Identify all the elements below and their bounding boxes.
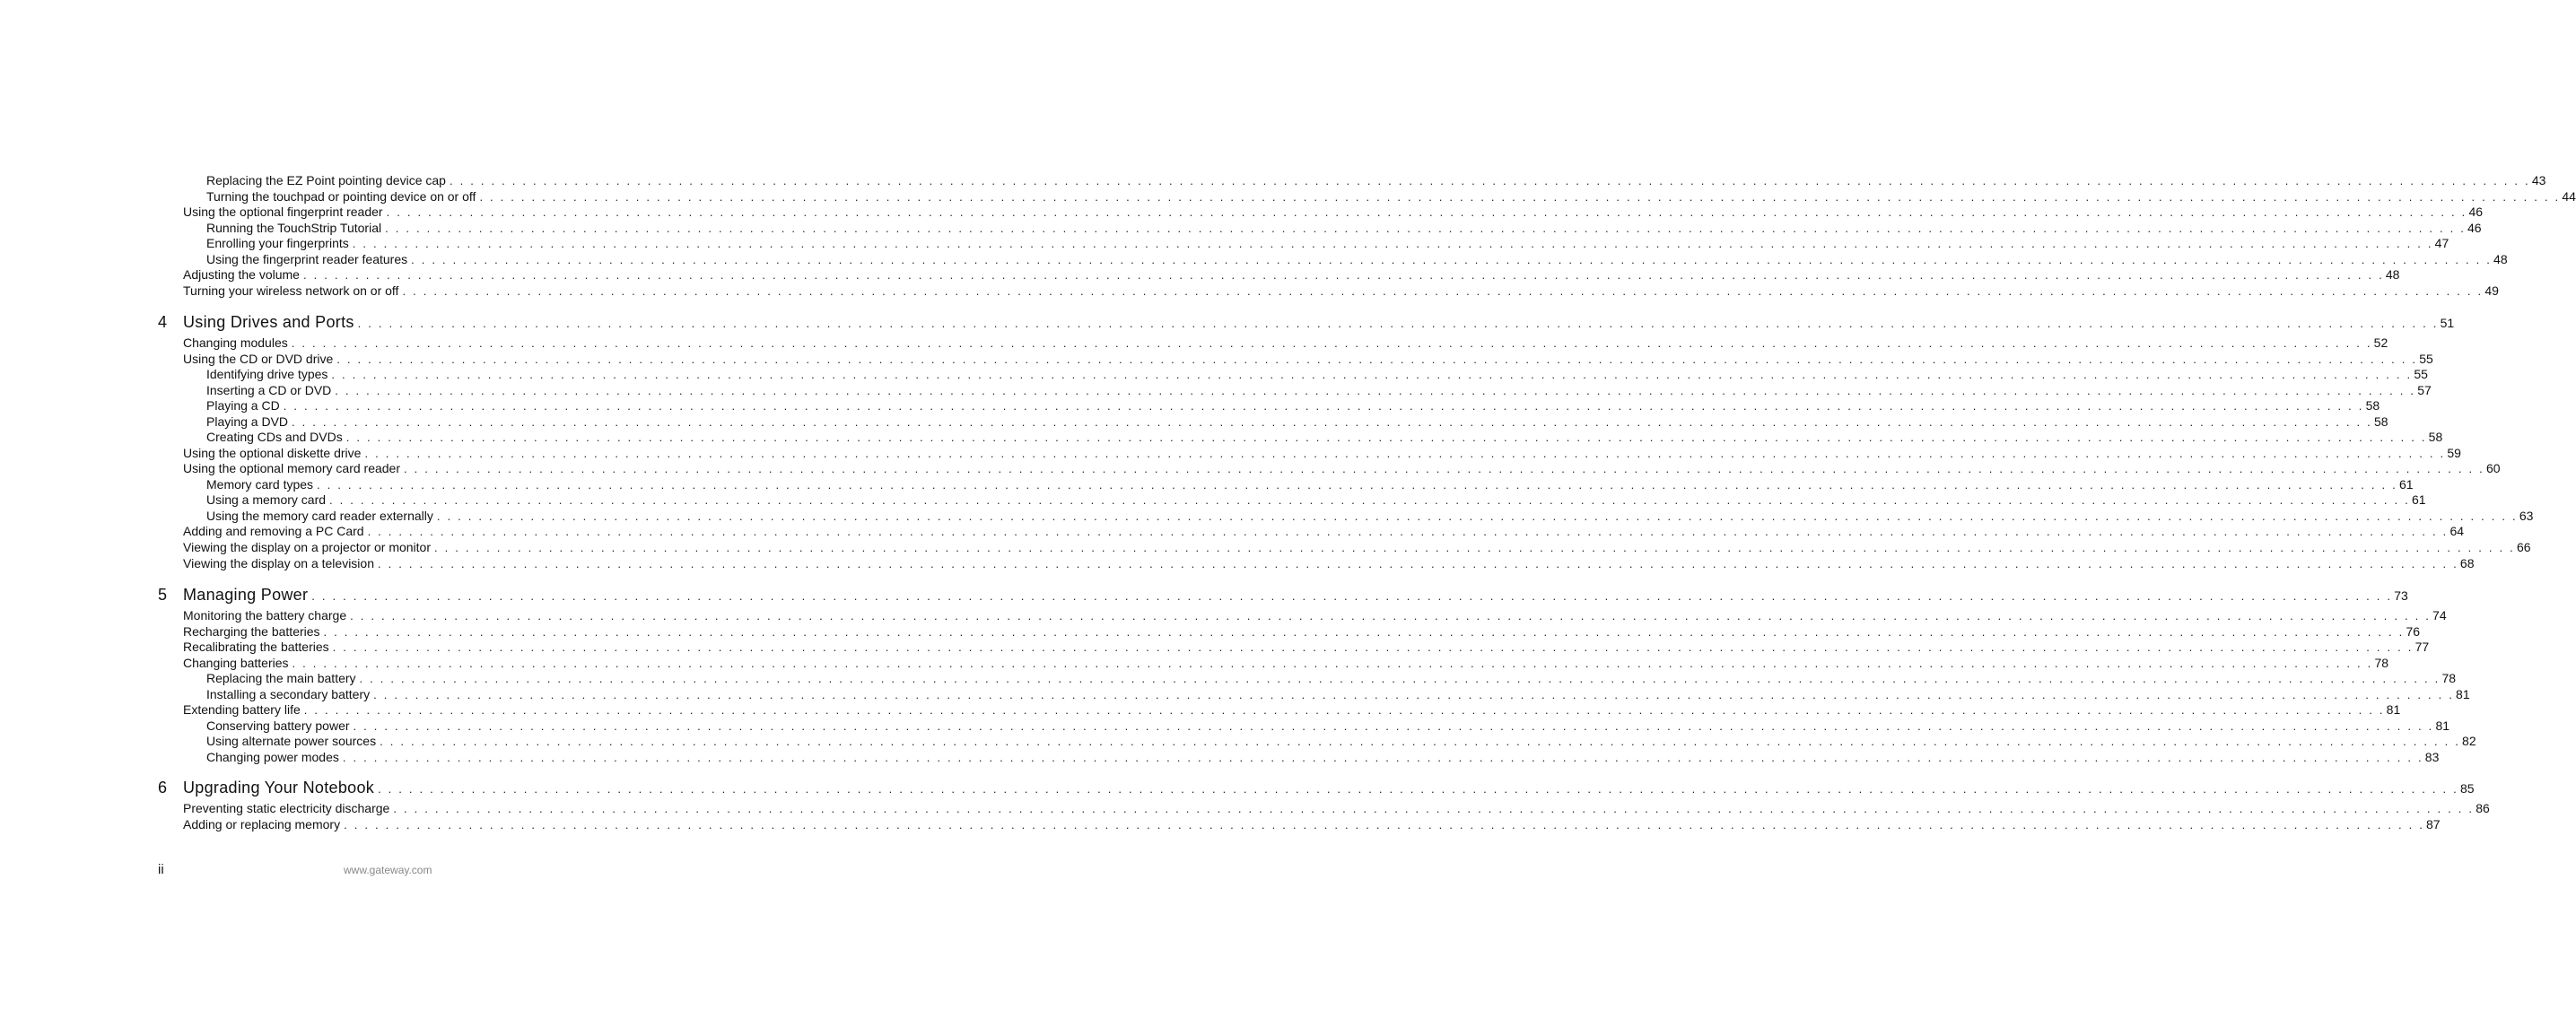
chapter-number: 6	[158, 779, 168, 797]
dot-leader: . . . . . . . . . . . . . . . . . . . . . . . . . . . . . . . . . . . . . . . . . . . . . . . . . . . . . . . . . . . . . . . . . . . . . . . . . . . . . . . . . . . . . . . . . . . . . . . . . . . . . . . . . . . . . . . . . . . . . . . . . . . . . . . . . . . . . . . . . . . . . . . . . . . . . . . . . . . . . . . . . . . . . . . . . . . . . . . . . . . . . . . . . . . . . . . . . . . . . . . .	[342, 751, 2423, 764]
entry-title: Changing modules	[183, 335, 288, 350]
page-reference: 61	[2398, 477, 2414, 492]
entry-title: Enrolling your fingerprints	[206, 236, 349, 250]
toc-entry[interactable]	[183, 445, 2461, 461]
page-reference: 43	[2531, 173, 2546, 187]
page-reference: 58	[2373, 414, 2388, 429]
entry-title: Using the optional memory card reader	[183, 461, 401, 475]
chapter-number: 5	[158, 586, 168, 604]
entry-title: Running the TouchStrip Tutorial	[206, 221, 382, 235]
page-reference: 58	[2428, 430, 2443, 444]
toc-entry[interactable]	[183, 701, 2401, 718]
dot-leader: . . . . . . . . . . . . . . . . . . . . . . . . . . . . . . . . . . . . . . . . . . . . . . . . . . . . . . . . . . . . . . . . . . . . . . . . . . . . . . . . . . . . . . . . . . . . . . . . . . . . . . . . . . . . . . . . . . . . . . . . . . . . . . . . . . . . . . . . . . . . . . . . . . . . . . . . . . . . . . . . . . . . . . . . . . . . . . . . . . . . . . . . . . . . . . . . . . . . . . . .	[329, 493, 2410, 507]
toc-entry[interactable]	[183, 655, 2389, 671]
dot-leader: . . . . . . . . . . . . . . . . . . . . . . . . . . . . . . . . . . . . . . . . . . . . . . . . . . . . . . . . . . . . . . . . . . . . . . . . . . . . . . . . . . . . . . . . . . . . . . . . . . . . . . . . . . . . . . . . . . . . . . . . . . . . . . . . . . . . . . . . . . . . . . . . . . . . . . . . . . . . . . . . . . . . . . . . . . . . . . . . . . . . . . . . . . . . . . . . . . . . . . . .	[350, 609, 2432, 622]
page-reference: 59	[2447, 446, 2461, 460]
dot-leader: . . . . . . . . . . . . . . . . . . . . . . . . . . . . . . . . . . . . . . . . . . . . . . . . . . . . . . . . . . . . . . . . . . . . . . . . . . . . . . . . . . . . . . . . . . . . . . . . . . . . . . . . . . . . . . . . . . . . . . . . . . . . . . . . . . . . . . . . . . . . . . . . . . . . . . . . . . . . . . . . . . . . . . . . . . . . . . . . . . . . . . . . . . . . . . . . . . . . . . . .	[352, 237, 2433, 250]
entry-title: Using the CD or DVD drive	[183, 352, 334, 366]
toc-entry[interactable]	[206, 670, 2457, 686]
page-reference: 77	[2414, 640, 2430, 654]
page-reference: 64	[2449, 524, 2465, 538]
entry-title: Using a memory card	[206, 492, 327, 507]
toc-entry[interactable]	[183, 266, 2400, 283]
toc-entry[interactable]	[206, 414, 2388, 430]
entry-title: Replacing the main battery	[206, 671, 356, 685]
toc-entry[interactable]	[183, 335, 2388, 351]
entry-title: Extending battery life	[183, 702, 301, 717]
toc-entry[interactable]	[183, 623, 2421, 640]
entry-title: Playing a CD	[206, 398, 280, 413]
toc-chapter[interactable]	[158, 583, 2408, 606]
dot-leader: . . . . . . . . . . . . . . . . . . . . . . . . . . . . . . . . . . . . . . . . . . . . . . . . . . . . . . . . . . . . . . . . . . . . . . . . . . . . . . . . . . . . . . . . . . . . . . . . . . . . . . . . . . . . . . . . . . . . . . . . . . . . . . . . . . . . . . . . . . . . . . . . . . . . . . . . . . . . . . . . . . . . . . . . . . . . . . . . . . . . . . . . . . . . . . . . . . . . . . . .	[434, 541, 2515, 554]
toc-entry[interactable]	[183, 555, 2475, 571]
toc-entry[interactable]	[206, 366, 2428, 382]
page-reference: 82	[2462, 734, 2476, 748]
toc-entry[interactable]	[206, 718, 2450, 734]
page-reference: 78	[2441, 671, 2457, 685]
dot-leader: . . . . . . . . . . . . . . . . . . . . . . . . . . . . . . . . . . . . . . . . . . . . . . . . . . . . . . . . . . . . . . . . . . . . . . . . . . . . . . . . . . . . . . . . . . . . . . . . . . . . . . . . . . . . . . . . . . . . . . . . . . . . . . . . . . . . . . . . . . . . . . . . . . . . . . . . . . . . . . . . . . . . . . . . . . . . . . . . . . . . . . . . . . . . . . . . . . . . . . . .	[292, 657, 2373, 670]
dot-leader: . . . . . . . . . . . . . . . . . . . . . . . . . . . . . . . . . . . . . . . . . . . . . . . . . . . . . . . . . . . . . . . . . . . . . . . . . . . . . . . . . . . . . . . . . . . . . . . . . . . . . . . . . . . . . . . . . . . . . . . . . . . . . . . . . . . . . . . . . . . . . . . . . . . . . . . . . . . . . . . . . . . . . . . . . . . . . . . . . . . . . . . . . . . . . . . . . . . . . . . .	[386, 205, 2467, 219]
entry-title: Replacing the EZ Point pointing device cap	[206, 173, 446, 187]
entry-title: Viewing the display on a projector or monitor	[183, 540, 432, 554]
dot-leader: . . . . . . . . . . . . . . . . . . . . . . . . . . . . . . . . . . . . . . . . . . . . . . . . . . . . . . . . . . . . . . . . . . . . . . . . . . . . . . . . . . . . . . . . . . . . . . . . . . . . . . . . . . . . . . . . . . . . . . . . . . . . . . . . . . . . . . . . . . . . . . . . . . . . . . . . . . . . . . . . . . . . . . . . . . . . . . . . . . . . . . . . . . . . . . . . . . . . . . . .	[359, 672, 2441, 685]
entry-title: Playing a DVD	[206, 414, 289, 429]
dot-leader: . . . . . . . . . . . . . . . . . . . . . . . . . . . . . . . . . . . . . . . . . . . . . . . . . . . . . . . . . . . . . . . . . . . . . . . . . . . . . . . . . . . . . . . . . . . . . . . . . . . . . . . . . . . . . . . . . . . . . . . . . . . . . . . . . . . . . . . . . . . . . . . . . . . . . . . . . . . . . . . . . . . . . . . . . . . . . . . . . . . . . . . . . . . . . . . . . . . . . . . .	[291, 336, 2372, 350]
page-reference: 86	[2476, 801, 2490, 815]
dot-leader: . . . . . . . . . . . . . . . . . . . . . . . . . . . . . . . . . . . . . . . . . . . . . . . . . . . . . . . . . . . . . . . . . . . . . . . . . . . . . . . . . . . . . . . . . . . . . . . . . . . . . . . . . . . . . . . . . . . . . . . . . . . . . . . . . . . . . . . . . . . . . . . . . . . . . . . . . . . . . . . . . . . . . . . . . . . . . . . . . . . . . . . . . . . . . . . . . . . . . . . .	[336, 353, 2418, 366]
page-reference: 46	[2468, 205, 2484, 219]
dot-leader: . . . . . . . . . . . . . . . . . . . . . . . . . . . . . . . . . . . . . . . . . . . . . . . . . . . . . . . . . . . . . . . . . . . . . . . . . . . . . . . . . . . . . . . . . . . . . . . . . . . . . . . . . . . . . . . . . . . . . . . . . . . . . . . . . . . . . . . . . . . . . . . . . . . . . . . . . . . . . . . . . . . . . . . . . . . . . . . . . . . . . . . . . . . . . . . . . . . . . . . .	[449, 174, 2530, 187]
page-reference: 74	[2432, 608, 2447, 622]
page-reference: 46	[2467, 221, 2482, 235]
page-reference: 73	[2394, 588, 2408, 603]
entry-title: Changing batteries	[183, 656, 289, 670]
entry-title: Recalibrating the batteries	[183, 640, 329, 654]
toc-entry[interactable]	[206, 251, 2508, 267]
dot-leader: . . . . . . . . . . . . . . . . . . . . . . . . . . . . . . . . . . . . . . . . . . . . . . . . . . . . . . . . . . . . . . . . . . . . . . . . . . . . . . . . . . . . . . . . . . . . . . . . . . . . . . . . . . . . . . . . . . . . . . . . . . . . . . . . . . . . . . . . . . . . . . . . . . . . . . . . . . . . . . . . . . . . . . . . . . . . . . . . . . . . . . . . . . . . . . . . . . . . . . . .	[380, 735, 2461, 748]
dot-leader: . . . . . . . . . . . . . . . . . . . . . . . . . . . . . . . . . . . . . . . . . . . . . . . . . . . . . . . . . . . . . . . . . . . . . . . . . . . . . . . . . . . . . . . . . . . . . . . . . . . . . . . . . . . . . . . . . . . . . . . . . . . . . . . . . . . . . . . . . . . . . . . . . . . . . . . . . . . . . . . . . . . . . . . . . . . . . . . . . . . . . . . . . . . . . . . . . . . . . . . .	[335, 384, 2416, 397]
dot-leader: . . . . . . . . . . . . . . . . . . . . . . . . . . . . . . . . . . . . . . . . . . . . . . . . . . . . . . . . . . . . . . . . . . . . . . . . . . . . . . . . . . . . . . . . . . . . . . . . . . . . . . . . . . . . . . . . . . . . . . . . . . . . . . . . . . . . . . . . . . . . . . . . . . . . . . . . . . . . . . . . . . . . . . . . . . . . . . . . . . . . . . . . . . . . . . . . . . . . . . . .	[331, 368, 2413, 381]
entry-title: Using the optional fingerprint reader	[183, 205, 383, 219]
dot-leader: . . . . . . . . . . . . . . . . . . . . . . . . . . . . . . . . . . . . . . . . . . . . . . . . . . . . . . . . . . . . . . . . . . . . . . . . . . . . . . . . . . . . . . . . . . . . . . . . . . . . . . . . . . . . . . . . . . . . . . . . . . . . . . . . . . . . . . . . . . . . . . . . . . . . . . . . . . . . . . . . . . . . . . . . . . . . . . . . . . . . . . . . . . . . . . . . . . . . . . . .	[317, 478, 2397, 492]
page-reference: 61	[2411, 492, 2426, 507]
page-reference: 78	[2374, 656, 2389, 670]
toc-entry[interactable]	[183, 639, 2430, 655]
dot-leader: . . . . . . . . . . . . . . . . . . . . . . . . . . . . . . . . . . . . . . . . . . . . . . . . . . . . . . . . . . . . . . . . . . . . . . . . . . . . . . . . . . . . . . . . . . . . . . . . . . . . . . . . . . . . . . . . . . . . . . . . . . . . . . . . . . . . . . . . . . . . . . . . . . . . . . . . . . . . . . . . . . . . . . . . . . . . . . . . . . . . . . . . . . . . . . . . . . . . . . . .	[283, 399, 2364, 413]
toc-entry[interactable]	[183, 539, 2531, 555]
page-reference: 76	[2406, 624, 2421, 639]
page-reference: 52	[2373, 335, 2388, 350]
toc-entry[interactable]	[206, 188, 2576, 205]
page-reference: 44	[2562, 189, 2576, 204]
page-reference: 81	[2435, 718, 2450, 733]
toc-chapter[interactable]	[158, 776, 2475, 799]
page-reference: 55	[2419, 352, 2433, 366]
entry-title: Turning your wireless network on or off	[183, 283, 399, 298]
toc-entry[interactable]	[206, 235, 2449, 251]
toc-entry[interactable]	[183, 800, 2490, 816]
entry-title: Turning the touchpad or pointing device on or off	[206, 189, 476, 204]
entry-title: Recharging the batteries	[183, 624, 320, 639]
toc-entry[interactable]	[183, 816, 2441, 832]
footer-url: www.gateway.com	[344, 864, 432, 876]
dot-leader: . . . . . . . . . . . . . . . . . . . . . . . . . . . . . . . . . . . . . . . . . . . . . . . . . . . . . . . . . . . . . . . . . . . . . . . . . . . . . . . . . . . . . . . . . . . . . . . . . . . . . . . . . . . . . . . . . . . . . . . . . . . . . . . . . . . . . . . . . . . . . . . . . . . . . . . . . . . . . . . . . . . . . . . . . . . . . . . . . . . . . . . . . . . . . . . . . . . . . . . .	[378, 557, 2458, 570]
toc-entry[interactable]	[206, 476, 2414, 492]
dot-leader: . . . . . . . . . . . . . . . . . . . . . . . . . . . . . . . . . . . . . . . . . . . . . . . . . . . . . . . . . . . . . . . . . . . . . . . . . . . . . . . . . . . . . . . . . . . . . . . . . . . . . . . . . . . . . . . . . . . . . . . . . . . . . . . . . . . . . . . . . . . . . . . . . . . . . . . . . . . . . . . . . . . . . . . . . . . . . . . . . . . . . . . . . . . . . . . . . . . . . . . .	[367, 525, 2449, 538]
entry-title: Inserting a CD or DVD	[206, 383, 332, 397]
dot-leader: . . . . . . . . . . . . . . . . . . . . . . . . . . . . . . . . . . . . . . . . . . . . . . . . . . . . . . . . . . . . . . . . . . . . . . . . . . . . . . . . . . . . . . . . . . . . . . . . . . . . . . . . . . . . . . . . . . . . . . . . . . . . . . . . . . . . . . . . . . . . . . . . . . . . . . . . . . . . . . . . . . . . . . . . . . . . . . . . . . . . . . . . . . . . . . . . . . . . . . . .	[373, 688, 2455, 701]
page-reference: 48	[2493, 252, 2508, 266]
entry-title: Changing power modes	[206, 750, 339, 764]
dot-leader: . . . . . . . . . . . . . . . . . . . . . . . . . . . . . . . . . . . . . . . . . . . . . . . . . . . . . . . . . . . . . . . . . . . . . . . . . . . . . . . . . . . . . . . . . . . . . . . . . . . . . . . . . . . . . . . . . . . . . . . . . . . . . . . . . . . . . . . . . . . . . . . . . . . . . . . . . . . . . . . . . . . . . . . . . . . . . . . . . . . . . . . . . . . . . . . . . . . . . . . .	[332, 640, 2414, 654]
page-reference: 63	[2519, 509, 2534, 523]
page-reference: 60	[2485, 461, 2501, 475]
page-reference: 47	[2434, 236, 2449, 250]
page-reference: 87	[2426, 817, 2441, 831]
dot-leader: . . . . . . . . . . . . . . . . . . . . . . . . . . . . . . . . . . . . . . . . . . . . . . . . . . . . . . . . . . . . . . . . . . . . . . . . . . . . . . . . . . . . . . . . . . . . . . . . . . . . . . . . . . . . . . . . . . . . . . . . . . . . . . . . . . . . . . . . . . . . . . . . . . . . . . . . . . . . . . . . . . . . . . . . . . . . . . . . . . . . . . . . . . . . . . . . . . . . . . . .	[393, 802, 2475, 815]
dot-leader: . . . . . . . . . . . . . . . . . . . . . . . . . . . . . . . . . . . . . . . . . . . . . . . . . . . . . . . . . . . . . . . . . . . . . . . . . . . . . . . . . . . . . . . . . . . . . . . . . . . . . . . . . . . . . . . . . . . . . . . . . . . . . . . . . . . . . . . . . . . . . . . . . . . . . . . . . . . . . . . . . . . . . . . . . . . . . . . . . . . . . . . . . . . . . . . . . . . . . . . .	[378, 782, 2458, 796]
dot-leader: . . . . . . . . . . . . . . . . . . . . . . . . . . . . . . . . . . . . . . . . . . . . . . . . . . . . . . . . . . . . . . . . . . . . . . . . . . . . . . . . . . . . . . . . . . . . . . . . . . . . . . . . . . . . . . . . . . . . . . . . . . . . . . . . . . . . . . . . . . . . . . . . . . . . . . . . . . . . . . . . . . . . . . . . . . . . . . . . . . . . . . . . . . . . . . . . . . . . . . . .	[479, 190, 2561, 204]
toc-entry[interactable]	[206, 686, 2470, 702]
dot-leader: . . . . . . . . . . . . . . . . . . . . . . . . . . . . . . . . . . . . . . . . . . . . . . . . . . . . . . . . . . . . . . . . . . . . . . . . . . . . . . . . . . . . . . . . . . . . . . . . . . . . . . . . . . . . . . . . . . . . . . . . . . . . . . . . . . . . . . . . . . . . . . . . . . . . . . . . . . . . . . . . . . . . . . . . . . . . . . . . . . . . . . . . . . . . . . . . . . . . . . . .	[303, 703, 2385, 717]
chapter-title: Upgrading Your Notebook	[183, 779, 375, 797]
dot-leader: . . . . . . . . . . . . . . . . . . . . . . . . . . . . . . . . . . . . . . . . . . . . . . . . . . . . . . . . . . . . . . . . . . . . . . . . . . . . . . . . . . . . . . . . . . . . . . . . . . . . . . . . . . . . . . . . . . . . . . . . . . . . . . . . . . . . . . . . . . . . . . . . . . . . . . . . . . . . . . . . . . . . . . . . . . . . . . . . . . . . . . . . . . . . . . . . . . . . . . . .	[292, 415, 2372, 429]
toc-entry[interactable]	[183, 523, 2465, 539]
page-reference: 48	[2385, 267, 2400, 282]
toc-entry[interactable]	[206, 492, 2426, 508]
entry-title: Conserving battery power	[206, 718, 350, 733]
toc-entry[interactable]	[206, 397, 2380, 414]
dot-leader: . . . . . . . . . . . . . . . . . . . . . . . . . . . . . . . . . . . . . . . . . . . . . . . . . . . . . . . . . . . . . . . . . . . . . . . . . . . . . . . . . . . . . . . . . . . . . . . . . . . . . . . . . . . . . . . . . . . . . . . . . . . . . . . . . . . . . . . . . . . . . . . . . . . . . . . . . . . . . . . . . . . . . . . . . . . . . . . . . . . . . . . . . . . . . . . . . . . . . . . .	[404, 462, 2484, 475]
toc-entry[interactable]	[206, 172, 2546, 188]
toc-entry[interactable]	[183, 460, 2501, 476]
dot-leader: . . . . . . . . . . . . . . . . . . . . . . . . . . . . . . . . . . . . . . . . . . . . . . . . . . . . . . . . . . . . . . . . . . . . . . . . . . . . . . . . . . . . . . . . . . . . . . . . . . . . . . . . . . . . . . . . . . . . . . . . . . . . . . . . . . . . . . . . . . . . . . . . . . . . . . . . . . . . . . . . . . . . . . . . . . . . . . . . . . . . . . . . . . . . . . . . . . . . . . . .	[411, 253, 2493, 266]
page-reference: 55	[2414, 367, 2428, 381]
entry-title: Using the optional diskette drive	[183, 446, 362, 460]
entry-title: Using the fingerprint reader features	[206, 252, 408, 266]
page-reference: 57	[2417, 383, 2432, 397]
toc-chapter[interactable]	[158, 310, 2455, 334]
dot-leader: . . . . . . . . . . . . . . . . . . . . . . . . . . . . . . . . . . . . . . . . . . . . . . . . . . . . . . . . . . . . . . . . . . . . . . . . . . . . . . . . . . . . . . . . . . . . . . . . . . . . . . . . . . . . . . . . . . . . . . . . . . . . . . . . . . . . . . . . . . . . . . . . . . . . . . . . . . . . . . . . . . . . . . . . . . . . . . . . . . . . . . . . . . . . . . . . . . . . . . . .	[402, 284, 2484, 298]
toc-entry[interactable]	[206, 749, 2440, 765]
chapter-title: Using Drives and Ports	[183, 313, 354, 331]
entry-title: Installing a secondary battery	[206, 687, 371, 701]
page-reference: 66	[2516, 540, 2531, 554]
dot-leader: . . . . . . . . . . . . . . . . . . . . . . . . . . . . . . . . . . . . . . . . . . . . . . . . . . . . . . . . . . . . . . . . . . . . . . . . . . . . . . . . . . . . . . . . . . . . . . . . . . . . . . . . . . . . . . . . . . . . . . . . . . . . . . . . . . . . . . . . . . . . . . . . . . . . . . . . . . . . . . . . . . . . . . . . . . . . . . . . . . . . . . . . . . . . . . . . . . . . . . . .	[311, 589, 2393, 603]
dot-leader: . . . . . . . . . . . . . . . . . . . . . . . . . . . . . . . . . . . . . . . . . . . . . . . . . . . . . . . . . . . . . . . . . . . . . . . . . . . . . . . . . . . . . . . . . . . . . . . . . . . . . . . . . . . . . . . . . . . . . . . . . . . . . . . . . . . . . . . . . . . . . . . . . . . . . . . . . . . . . . . . . . . . . . . . . . . . . . . . . . . . . . . . . . . . . . . . . . . . . . . .	[344, 818, 2425, 831]
entry-title: Using alternate power sources	[206, 734, 377, 748]
entry-title: Monitoring the battery charge	[183, 608, 347, 622]
page-reference: 68	[2459, 556, 2475, 570]
entry-title: Identifying drive types	[206, 367, 328, 381]
dot-leader: . . . . . . . . . . . . . . . . . . . . . . . . . . . . . . . . . . . . . . . . . . . . . . . . . . . . . . . . . . . . . . . . . . . . . . . . . . . . . . . . . . . . . . . . . . . . . . . . . . . . . . . . . . . . . . . . . . . . . . . . . . . . . . . . . . . . . . . . . . . . . . . . . . . . . . . . . . . . . . . . . . . . . . . . . . . . . . . . . . . . . . . . . . . . . . . . . . . . . . . .	[364, 447, 2446, 460]
entry-title: Using the memory card reader externally	[206, 509, 433, 523]
dot-leader: . . . . . . . . . . . . . . . . . . . . . . . . . . . . . . . . . . . . . . . . . . . . . . . . . . . . . . . . . . . . . . . . . . . . . . . . . . . . . . . . . . . . . . . . . . . . . . . . . . . . . . . . . . . . . . . . . . . . . . . . . . . . . . . . . . . . . . . . . . . . . . . . . . . . . . . . . . . . . . . . . . . . . . . . . . . . . . . . . . . . . . . . . . . . . . . . . . . . . . . .	[345, 431, 2427, 444]
toc-entry[interactable]	[206, 382, 2432, 398]
toc-entry[interactable]	[183, 607, 2447, 623]
dot-leader: . . . . . . . . . . . . . . . . . . . . . . . . . . . . . . . . . . . . . . . . . . . . . . . . . . . . . . . . . . . . . . . . . . . . . . . . . . . . . . . . . . . . . . . . . . . . . . . . . . . . . . . . . . . . . . . . . . . . . . . . . . . . . . . . . . . . . . . . . . . . . . . . . . . . . . . . . . . . . . . . . . . . . . . . . . . . . . . . . . . . . . . . . . . . . . . . . . . . . . . .	[323, 625, 2405, 639]
dot-leader: . . . . . . . . . . . . . . . . . . . . . . . . . . . . . . . . . . . . . . . . . . . . . . . . . . . . . . . . . . . . . . . . . . . . . . . . . . . . . . . . . . . . . . . . . . . . . . . . . . . . . . . . . . . . . . . . . . . . . . . . . . . . . . . . . . . . . . . . . . . . . . . . . . . . . . . . . . . . . . . . . . . . . . . . . . . . . . . . . . . . . . . . . . . . . . . . . . . . . . . .	[385, 222, 2467, 235]
entry-title: Creating CDs and DVDs	[206, 430, 343, 444]
page-reference: 85	[2459, 781, 2475, 796]
entry-title: Adjusting the volume	[183, 267, 300, 282]
page-number: ii	[158, 862, 164, 877]
page-reference: 81	[2386, 702, 2401, 717]
dot-leader: . . . . . . . . . . . . . . . . . . . . . . . . . . . . . . . . . . . . . . . . . . . . . . . . . . . . . . . . . . . . . . . . . . . . . . . . . . . . . . . . . . . . . . . . . . . . . . . . . . . . . . . . . . . . . . . . . . . . . . . . . . . . . . . . . . . . . . . . . . . . . . . . . . . . . . . . . . . . . . . . . . . . . . . . . . . . . . . . . . . . . . . . . . . . . . . . . . . . . . . .	[353, 719, 2434, 733]
toc-entry[interactable]	[206, 508, 2534, 524]
entry-title: Adding and removing a PC Card	[183, 524, 364, 538]
page-reference: 58	[2365, 398, 2380, 413]
dot-leader: . . . . . . . . . . . . . . . . . . . . . . . . . . . . . . . . . . . . . . . . . . . . . . . . . . . . . . . . . . . . . . . . . . . . . . . . . . . . . . . . . . . . . . . . . . . . . . . . . . . . . . . . . . . . . . . . . . . . . . . . . . . . . . . . . . . . . . . . . . . . . . . . . . . . . . . . . . . . . . . . . . . . . . . . . . . . . . . . . . . . . . . . . . . . . . . . . . . . . . . .	[302, 268, 2384, 282]
toc-entry[interactable]	[183, 204, 2484, 220]
entry-title: Preventing static electricity discharge	[183, 801, 390, 815]
entry-title: Adding or replacing memory	[183, 817, 341, 831]
toc-entry[interactable]	[183, 351, 2433, 367]
page-reference: 51	[2440, 316, 2455, 330]
toc-entry[interactable]	[206, 429, 2443, 445]
entry-title: Viewing the display on a television	[183, 556, 374, 570]
page-reference: 81	[2456, 687, 2470, 701]
dot-leader: . . . . . . . . . . . . . . . . . . . . . . . . . . . . . . . . . . . . . . . . . . . . . . . . . . . . . . . . . . . . . . . . . . . . . . . . . . . . . . . . . . . . . . . . . . . . . . . . . . . . . . . . . . . . . . . . . . . . . . . . . . . . . . . . . . . . . . . . . . . . . . . . . . . . . . . . . . . . . . . . . . . . . . . . . . . . . . . . . . . . . . . . . . . . . . . . . . . . . . . .	[436, 509, 2518, 523]
chapter-number: 4	[158, 313, 168, 331]
toc-entry[interactable]	[206, 220, 2482, 236]
dot-leader: . . . . . . . . . . . . . . . . . . . . . . . . . . . . . . . . . . . . . . . . . . . . . . . . . . . . . . . . . . . . . . . . . . . . . . . . . . . . . . . . . . . . . . . . . . . . . . . . . . . . . . . . . . . . . . . . . . . . . . . . . . . . . . . . . . . . . . . . . . . . . . . . . . . . . . . . . . . . . . . . . . . . . . . . . . . . . . . . . . . . . . . . . . . . . . . . . . . . . . . .	[357, 317, 2439, 330]
toc-entry[interactable]	[183, 283, 2499, 299]
toc-entry[interactable]	[206, 733, 2476, 749]
page-reference: 83	[2424, 750, 2440, 764]
entry-title: Memory card types	[206, 477, 314, 492]
chapter-title: Managing Power	[183, 586, 309, 604]
page-reference: 49	[2484, 283, 2499, 298]
